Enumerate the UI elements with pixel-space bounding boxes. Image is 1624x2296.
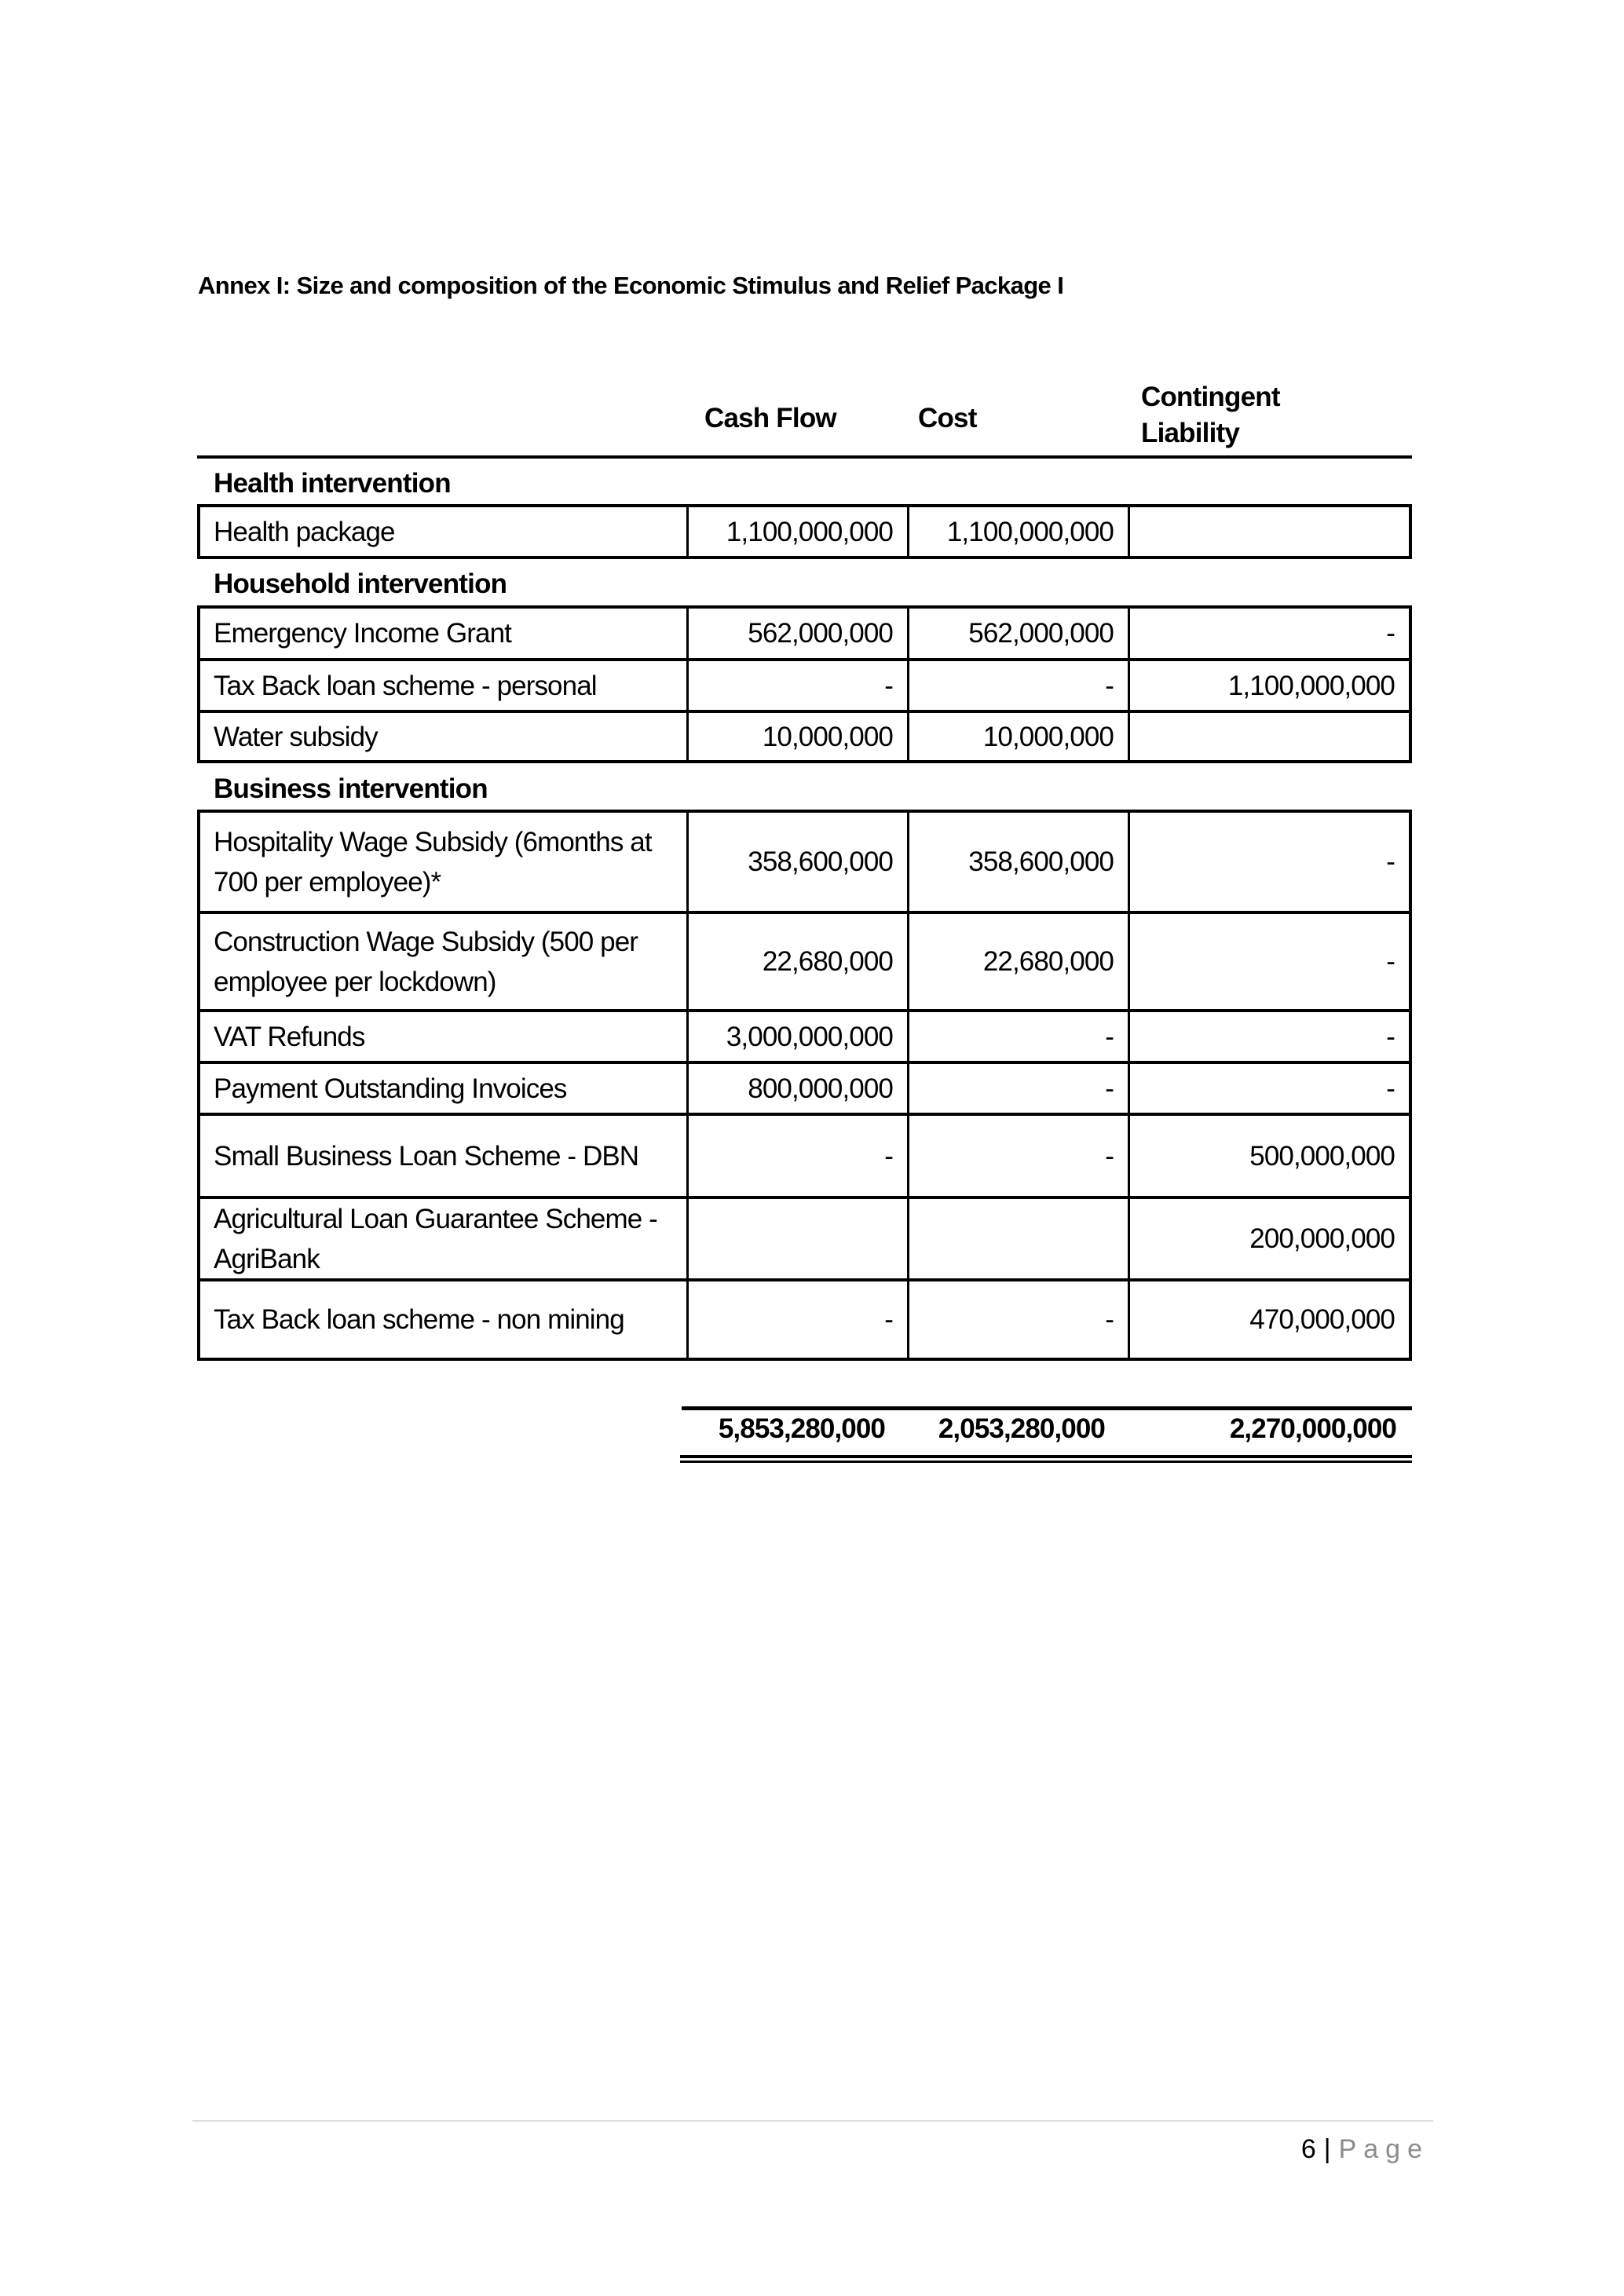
cost-value: 22,680,000 bbox=[907, 914, 1128, 1009]
section-heading-business: Business intervention bbox=[214, 773, 488, 804]
cash-flow-value: 562,000,000 bbox=[686, 609, 907, 658]
page-label: Page bbox=[1338, 2134, 1429, 2164]
cash-flow-value bbox=[686, 1199, 907, 1278]
section-heading-household: Household intervention bbox=[214, 569, 507, 599]
row-label: Payment Outstanding Invoices bbox=[214, 1073, 567, 1104]
header-rule bbox=[197, 455, 1412, 459]
total-cost: 2,053,280,000 bbox=[938, 1413, 1105, 1444]
row-label: Small Business Loan Scheme - DBN bbox=[214, 1140, 639, 1172]
row-label: Agricultural Loan Guarantee Scheme - AgriBank bbox=[214, 1203, 657, 1274]
annex-title: Annex I: Size and composition of the Economic Stimulus and Relief Package I bbox=[198, 272, 1064, 299]
totals-double-rule-top bbox=[680, 1455, 1412, 1458]
table-row bbox=[200, 1061, 1409, 1113]
cost-value: - bbox=[907, 1116, 1128, 1196]
totals-top-rule bbox=[682, 1406, 1412, 1410]
table-row bbox=[200, 1196, 1409, 1278]
contingent-value: - bbox=[1128, 914, 1409, 1009]
contingent-value: - bbox=[1128, 609, 1409, 658]
table-row bbox=[200, 507, 1409, 556]
contingent-value bbox=[1128, 507, 1409, 556]
row-label: Water subsidy bbox=[214, 721, 378, 752]
cost-value: - bbox=[907, 1064, 1128, 1113]
contingent-value: - bbox=[1128, 813, 1409, 911]
total-contingent: 2,270,000,000 bbox=[1229, 1413, 1396, 1444]
footer-rule bbox=[192, 2120, 1433, 2122]
row-label: Tax Back loan scheme - personal bbox=[214, 670, 597, 701]
table-row bbox=[200, 658, 1409, 710]
cash-flow-value: - bbox=[686, 1281, 907, 1358]
totals-double-rule-bottom bbox=[680, 1461, 1412, 1463]
row-label: Emergency Income Grant bbox=[214, 618, 511, 649]
cash-flow-value: 800,000,000 bbox=[686, 1064, 907, 1113]
table-row bbox=[200, 813, 1409, 911]
contingent-value: 1,100,000,000 bbox=[1128, 661, 1409, 710]
cash-flow-value: 22,680,000 bbox=[686, 914, 907, 1009]
cash-flow-value: 10,000,000 bbox=[686, 713, 907, 760]
column-header-contingent-line1: Contingent bbox=[1141, 382, 1280, 412]
cost-value: - bbox=[907, 661, 1128, 710]
column-header-contingent-line2: Liability bbox=[1141, 418, 1240, 448]
cash-flow-value: 3,000,000,000 bbox=[686, 1012, 907, 1061]
section-heading-health: Health intervention bbox=[214, 468, 451, 499]
cost-value bbox=[907, 1199, 1128, 1278]
column-header-cost: Cost bbox=[918, 403, 977, 433]
row-label: Hospitality Wage Subsidy (6months at 700 per employee)* bbox=[214, 826, 652, 898]
cost-value: 358,600,000 bbox=[907, 813, 1128, 911]
table-row bbox=[200, 609, 1409, 658]
contingent-value: 470,000,000 bbox=[1128, 1281, 1409, 1358]
contingent-value: 500,000,000 bbox=[1128, 1116, 1409, 1196]
contingent-value: - bbox=[1128, 1064, 1409, 1113]
contingent-value: - bbox=[1128, 1012, 1409, 1061]
health-table bbox=[197, 504, 1412, 559]
total-cash-flow: 5,853,280,000 bbox=[718, 1413, 885, 1444]
footer-separator: | bbox=[1323, 2134, 1331, 2164]
column-header-cash-flow: Cash Flow bbox=[704, 403, 836, 433]
household-table bbox=[197, 605, 1412, 763]
table-row bbox=[200, 911, 1409, 1009]
row-label: Construction Wage Subsidy (500 per employee per lockdown) bbox=[214, 926, 638, 997]
cash-flow-value: 1,100,000,000 bbox=[686, 507, 907, 556]
cost-value: 10,000,000 bbox=[907, 713, 1128, 760]
row-label: Health package bbox=[214, 516, 395, 547]
column-header-contingent-liability bbox=[1141, 379, 1280, 452]
cost-value: 1,100,000,000 bbox=[907, 507, 1128, 556]
cost-value: - bbox=[907, 1012, 1128, 1061]
cash-flow-value: - bbox=[686, 661, 907, 710]
cash-flow-value: - bbox=[686, 1116, 907, 1196]
row-label: Tax Back loan scheme - non mining bbox=[214, 1304, 624, 1335]
contingent-value: 200,000,000 bbox=[1128, 1199, 1409, 1278]
cost-value: 562,000,000 bbox=[907, 609, 1128, 658]
table-row bbox=[200, 1113, 1409, 1196]
table-row bbox=[200, 1278, 1409, 1358]
table-row bbox=[200, 1009, 1409, 1061]
cash-flow-value: 358,600,000 bbox=[686, 813, 907, 911]
row-label: VAT Refunds bbox=[214, 1021, 365, 1052]
page-footer bbox=[1301, 2134, 1429, 2165]
business-table bbox=[197, 810, 1412, 1361]
page-number: 6 bbox=[1300, 2134, 1316, 2164]
table-row bbox=[200, 710, 1409, 760]
contingent-value bbox=[1128, 713, 1409, 760]
cost-value: - bbox=[907, 1281, 1128, 1358]
